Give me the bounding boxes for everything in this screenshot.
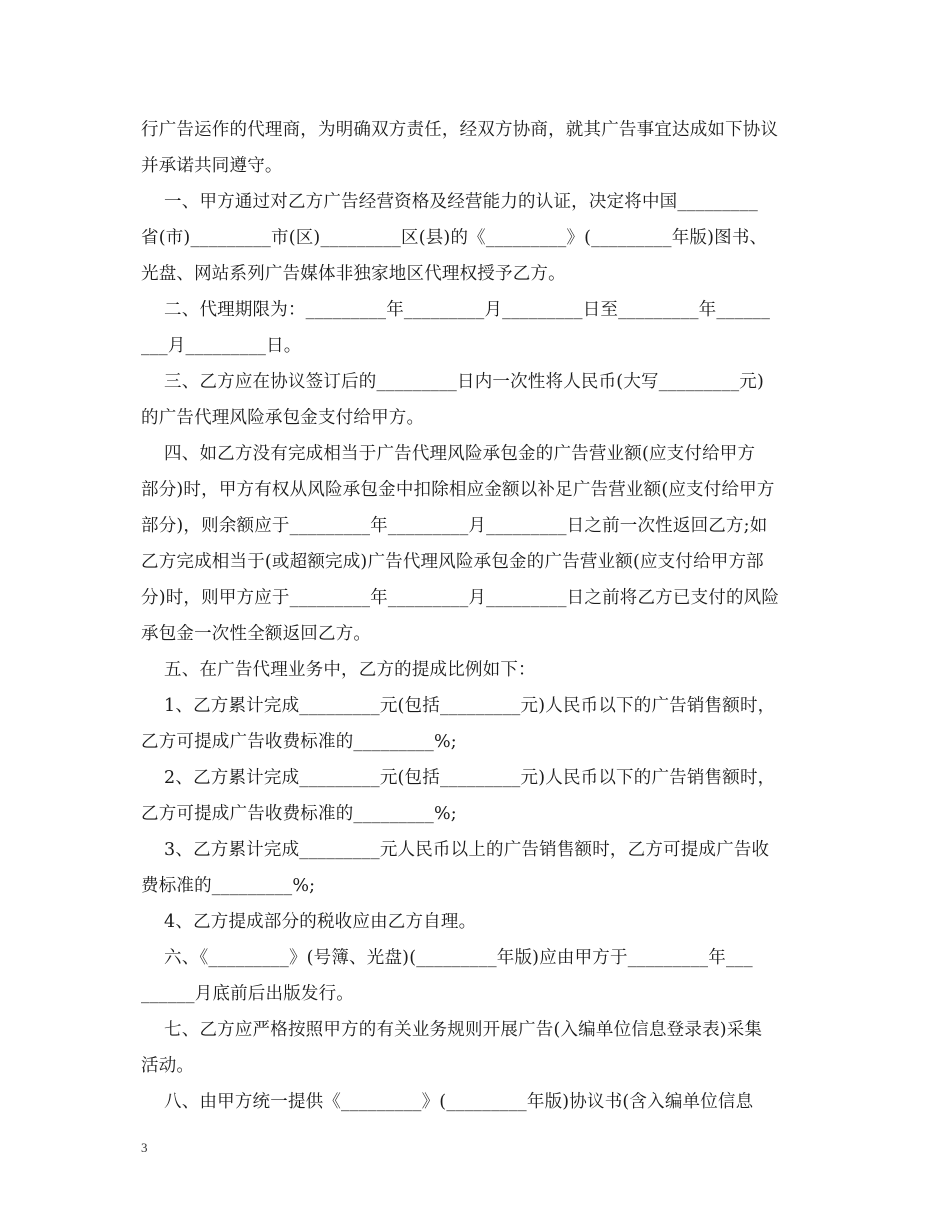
text-line: 七、乙方应严格按照甲方的有关业务规则开展广告(入编单位信息登录表)采集 xyxy=(141,1020,763,1040)
text-line: 1、乙方累计完成_________元(包括_________元)人民币以下的广告销售额时， xyxy=(141,696,776,716)
page-number: 3 xyxy=(141,1140,148,1155)
text-line: 乙方可提成广告收费标准的_________%; xyxy=(141,732,457,752)
text-line: 费标准的_________%; xyxy=(141,876,316,896)
text-line: 的广告代理风险承包金支付给甲方。 xyxy=(141,408,425,428)
text-line: 分)时，则甲方应于_________年_________月_________日之前将乙方已支付的风险 xyxy=(141,588,780,608)
text-line: 八、由甲方统一提供《_________》(_________年版)协议书(含入编单位信息 xyxy=(141,1092,754,1112)
text-line: 3、乙方累计完成_________元人民币以上的广告销售额时，乙方可提成广告收 xyxy=(141,840,770,860)
text-line: ______月底前后出版发行。 xyxy=(141,984,354,1004)
text-line: 五、在广告代理业务中，乙方的提成比例如下： xyxy=(141,660,536,680)
text-line: 并承诺共同遵守。 xyxy=(141,156,283,176)
text-line: 乙方完成相当于(或超额完成)广告代理风险承包金的广告营业额(应支付给甲方部 xyxy=(141,552,764,572)
text-line: 乙方可提成广告收费标准的_________%; xyxy=(141,804,457,824)
text-line: 三、乙方应在协议签订后的_________日内一次性将人民币(大写_________元) xyxy=(141,372,765,392)
text-line: 行广告运作的代理商，为明确双方责任，经双方协商，就其广告事宜达成如下协议 xyxy=(141,120,779,140)
text-line: 省(市)_________市(区)_________区(县)的《_________》(_________年版)图书、 xyxy=(141,228,768,248)
text-line: 部分)时，甲方有权从风险承包金中扣除相应金额以补足广告营业额(应支付给甲方 xyxy=(141,480,775,500)
text-line: 四、如乙方没有完成相当于广告代理风险承包金的广告营业额(应支付给甲方 xyxy=(141,444,756,464)
text-line: 一、甲方通过对乙方广告经营资格及经营能力的认证，决定将中国_________ xyxy=(141,192,758,212)
text-line: 二、代理期限为：_________年_________月_________日至_________年______ xyxy=(141,300,771,320)
text-line: ___月_________日。 xyxy=(141,336,302,356)
text-line: 六、《_________》(号簿、光盘)(_________年版)应由甲方于_________年___ xyxy=(141,948,753,968)
text-line: 2、乙方累计完成_________元(包括_________元)人民币以下的广告销售额时， xyxy=(141,768,776,788)
text-line: 部分)，则余额应于_________年_________月_________日之前一次性返回乙方;如 xyxy=(141,516,768,536)
text-line: 4、乙方提成部分的税收应由乙方自理。 xyxy=(141,912,477,932)
text-line: 承包金一次性全额返回乙方。 xyxy=(141,624,372,644)
text-line: 光盘、网站系列广告媒体非独家地区代理权授予乙方。 xyxy=(141,264,566,284)
text-line: 活动。 xyxy=(141,1056,195,1076)
